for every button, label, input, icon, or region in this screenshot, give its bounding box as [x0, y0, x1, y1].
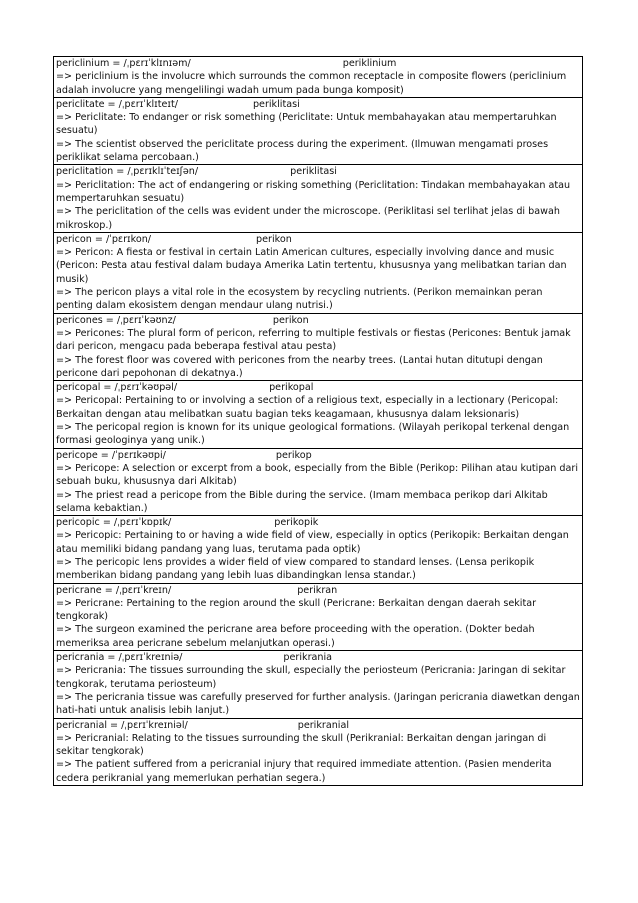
entry-translation: periklitasi	[252, 98, 300, 110]
glossary-entry-row	[54, 718, 583, 785]
entry-definition: => Periclitation: The act of endangering or risking something (Periclitation: Tindakan membahayakan atau mempertaruhkan sesuatu)	[56, 179, 571, 204]
entry-translation: perikran	[297, 584, 338, 596]
entry-headword: periclitation = /ˌpɛrɪklɪˈteɪʃən/	[56, 166, 199, 178]
entry-example: => The pericon plays a vital role in the ecosystem by recycling nutrients. (Perikon memainkan peran penting dalam ekosistem dengan mendaur ulang nutrisi.)	[56, 287, 543, 312]
glossary-entry-row	[54, 165, 583, 232]
glossary-page	[53, 56, 583, 786]
entry-headword: pericopal = /ˌpɛrɪˈkəʊpəl/	[56, 382, 178, 394]
entry-heading	[56, 584, 581, 597]
entry-headword: pericon = /ˈpɛrɪkon/	[56, 233, 152, 245]
glossary-entry-cell	[54, 651, 583, 718]
entry-heading	[56, 165, 581, 178]
entry-definition: => Pericopal: Pertaining to or involving a section of a religious text, especially in a lectionary (Pericopal: Berkaitan dengan atau melibatkan suatu bagian teks keagamaan, khususnya dalam leksionaris)	[56, 395, 559, 420]
entry-translation: perikopal	[269, 382, 314, 394]
entry-headword: pericrania = /ˌpɛrɪˈkreɪniə/	[56, 652, 183, 664]
glossary-entry-cell	[54, 718, 583, 785]
entry-heading	[56, 449, 581, 462]
entry-example: => The pericopal region is known for its unique geological formations. (Wilayah perikopal terkenal dengan formasi geologinya yang unik.)	[56, 422, 570, 447]
glossary-table-body	[54, 57, 583, 786]
entry-headword: periclitate = /ˌpɛrɪˈklɪteɪt/	[56, 98, 178, 110]
entry-translation: perikranial	[297, 719, 350, 731]
glossary-entry-cell	[54, 165, 583, 232]
entry-example: => The scientist observed the periclitate process during the experiment. (Ilmuwan mengamati proses periklikat selama percobaan.)	[56, 138, 549, 164]
entry-heading	[56, 233, 581, 246]
entry-heading	[56, 381, 581, 394]
entry-example: => The surgeon examined the pericrane area before proceeding with the operation. (Dokter bedah memeriksa area pericrane sebelum melanjutkan operasi.)	[56, 624, 535, 649]
entry-heading	[56, 98, 581, 111]
entry-definition: => Pericrania: The tissues surrounding the skull, especially the periosteum (Pericrania: Jaringan di sekitar tengkorak, terutama periosteum)	[56, 665, 566, 690]
glossary-entry-row	[54, 583, 583, 650]
entry-definition: => Pericopic: Pertaining to or having a wide field of view, especially in optics (Perikopik: Berkaitan dengan atau memiliki bidang pandang yang luas, terutama pada optik)	[56, 530, 569, 555]
entry-translation: perikrania	[283, 652, 333, 664]
entry-heading	[56, 516, 581, 529]
entry-headword: periclinium = /ˌpɛrɪˈklɪnɪəm/	[56, 58, 191, 69]
glossary-entry-row	[54, 516, 583, 583]
entry-example: => The patient suffered from a pericranial injury that required immediate attention. (Pasien menderita cedera perikranial yang memerlukan perhatian segera.)	[56, 759, 552, 784]
entry-definition: => periclinium is the involucre which surrounds the common receptacle in composite flowers (periclinium adalah involucre yang mengelilingi wadah umum pada bunga komposit)	[56, 71, 567, 96]
entry-translation: perikopik	[274, 517, 319, 529]
entry-example: => The periclitation of the cells was evident under the microscope. (Periklitasi sel terlihat jelas di bawah mikroskop.)	[56, 206, 560, 231]
glossary-entry-cell	[54, 97, 583, 164]
entry-translation: perikop	[275, 449, 312, 461]
entry-headword: pericopic = /ˌpɛrɪˈkɒpɪk/	[56, 517, 172, 529]
glossary-entry-row	[54, 381, 583, 448]
entry-translation: perikon	[272, 314, 309, 326]
entry-translation: perikon	[256, 233, 292, 245]
glossary-entry-row	[54, 57, 583, 98]
entry-definition: => Pericrane: Pertaining to the region around the skull (Pericrane: Berkaitan dengan daerah sekitar tengkorak)	[56, 597, 537, 623]
entry-example: => The pericrania tissue was carefully preserved for further analysis. (Jaringan pericrania diawetkan dengan hati-hati untuk analisis lebih lanjut.)	[56, 691, 580, 717]
entry-definition: => Periclitate: To endanger or risk something (Periclitate: Untuk membahayakan atau mempertaruhkan sesuatu)	[56, 112, 557, 137]
entry-example: => The pericopic lens provides a wider field of view compared to standard lenses. (Lensa perikopik memberikan bidang pandang yang lebih luas dibandingkan lensa standar.)	[56, 556, 535, 582]
entry-headword: pericope = /ˈpɛrɪkəʊpi/	[56, 449, 166, 461]
glossary-entry-cell	[54, 232, 583, 313]
glossary-entry-row	[54, 651, 583, 718]
glossary-entry-cell	[54, 313, 583, 380]
entry-headword: pericrane = /ˌpɛrɪˈkreɪn/	[56, 584, 172, 596]
glossary-entry-row	[54, 97, 583, 164]
glossary-entry-row	[54, 232, 583, 313]
glossary-table	[53, 56, 583, 786]
entry-headword: pericones = /ˌpɛrɪˈkəʊnz/	[56, 314, 176, 326]
glossary-entry-cell	[54, 583, 583, 650]
entry-definition: => Pericranial: Relating to the tissues surrounding the skull (Perikranial: Berkaitan dengan jaringan di sekitar tengkorak)	[56, 732, 547, 758]
entry-heading	[56, 719, 581, 732]
entry-example: => The priest read a pericope from the Bible during the service. (Imam membaca perikop dari Alkitab selama kebaktian.)	[56, 489, 548, 514]
glossary-entry-row	[54, 313, 583, 380]
entry-definition: => Pericon: A fiesta or festival in certain Latin American cultures, especially involving dance and music (Pericon: Pesta atau festival dalam budaya Amerika Latin tertentu, khususnya yang melibatkan tarian dan musik)	[56, 247, 567, 285]
entry-definition: => Pericones: The plural form of pericon, referring to multiple festivals or fiestas (Pericones: Bentuk jamak dari pericon, mengacu pada beberapa festival atau pesta)	[56, 327, 571, 353]
entry-example: => The forest floor was covered with pericones from the nearby trees. (Lantai hutan ditutupi dengan pericone dari pepohonan di dekatnya.)	[56, 354, 543, 379]
glossary-entry-cell	[54, 448, 583, 515]
entry-headword: pericranial = /ˌpɛrɪˈkreɪniəl/	[56, 719, 188, 731]
entry-translation: periklitasi	[290, 166, 337, 178]
glossary-entry-cell	[54, 516, 583, 583]
glossary-entry-row	[54, 448, 583, 515]
glossary-entry-cell	[54, 381, 583, 448]
entry-heading	[56, 57, 581, 70]
entry-heading	[56, 651, 581, 664]
entry-translation: periklinium	[342, 58, 397, 69]
entry-heading	[56, 314, 581, 327]
entry-definition: => Pericope: A selection or excerpt from a book, especially from the Bible (Perikop: Pilihan atau kutipan dari sebuah buku, khususnya dari Alkitab)	[56, 462, 579, 488]
glossary-entry-cell	[54, 57, 583, 98]
